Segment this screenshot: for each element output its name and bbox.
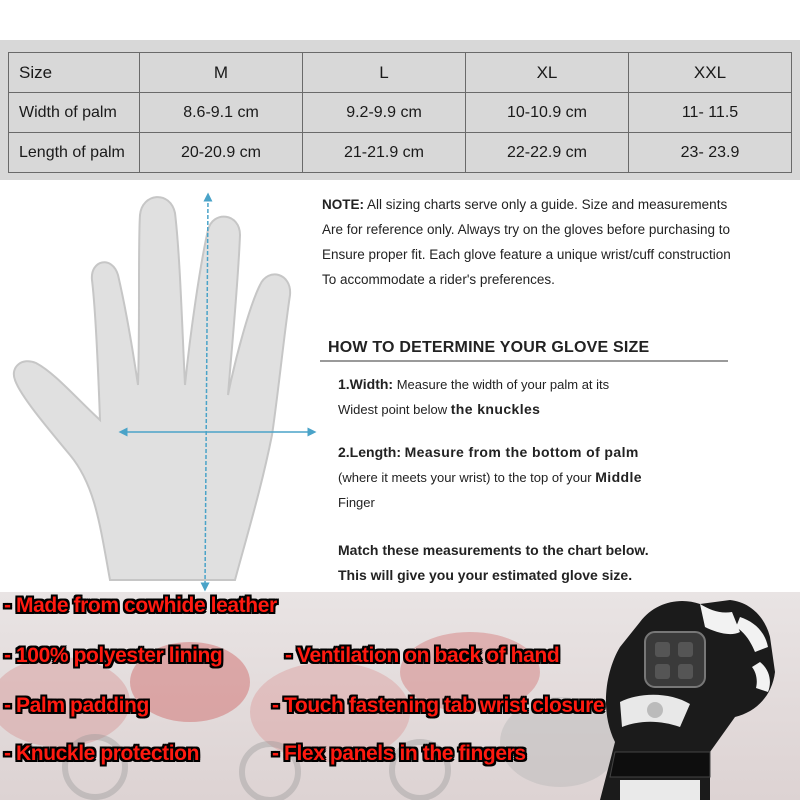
table-row-length (9, 133, 792, 173)
size-table (8, 52, 792, 173)
feature-palm-padding: - Palm padding (4, 694, 149, 717)
cell-length-xxl: 23- 23.9 (629, 133, 792, 173)
feature-cowhide: - Made from cowhide leather (4, 594, 277, 617)
cell-width-m: 8.6-9.1 cm (140, 93, 303, 133)
step1-emphasis: the knuckles (450, 401, 541, 417)
feature-flex-panels: - Flex panels in the fingers (272, 742, 526, 765)
step-length (338, 440, 778, 515)
feature-wrist-closure: - Touch fastening tab wrist closure (272, 694, 605, 717)
note-line-1: All sizing charts serve only a guide. Size and measurements (367, 197, 728, 212)
note-line-2: Are for reference only. Always try on the gloves before purchasing to (322, 222, 730, 237)
note-line-3: Ensure proper fit. Each glove feature a unique wrist/cuff construction (322, 247, 731, 262)
cell-length-m: 20-20.9 cm (140, 133, 303, 173)
step2-lead: 2.Length: (338, 444, 401, 460)
howto-title: HOW TO DETERMINE YOUR GLOVE SIZE (328, 339, 650, 356)
cell-length-l: 21-21.9 cm (303, 133, 466, 173)
sizing-note (322, 192, 792, 292)
feature-lining: - 100% polyester lining (4, 644, 223, 667)
row-label-width: Width of palm (9, 93, 140, 133)
cell-width-l: 9.2-9.9 cm (303, 93, 466, 133)
table-row-width (9, 93, 792, 133)
howto-divider (320, 360, 728, 362)
cell-width-xl: 10-10.9 cm (466, 93, 629, 133)
step1-lead: 1.Width: (338, 376, 394, 392)
size-chart (0, 40, 800, 180)
header-m: M (140, 53, 303, 93)
step-width (338, 372, 778, 422)
step2-text2: Finger (338, 495, 375, 510)
hand-outline-icon (0, 185, 330, 595)
hand-diagram (0, 185, 330, 595)
row-label-length: Length of palm (9, 133, 140, 173)
match-instructions (338, 538, 778, 588)
step1-text1: Measure the width of your palm at its (396, 377, 610, 392)
header-xl: XL (466, 53, 629, 93)
step1-text2: Widest point below (338, 402, 448, 417)
cell-length-xl: 22-22.9 cm (466, 133, 629, 173)
feature-ventilation: - Ventilation on back of hand (285, 644, 560, 667)
header-xxl: XXL (629, 53, 792, 93)
step2-emphasis1: Measure from the bottom of palm (404, 444, 639, 460)
note-line-4: To accommodate a rider's preferences. (322, 272, 555, 287)
step2-emphasis2: Middle (595, 469, 642, 485)
match-line-2: This will give you your estimated glove size. (338, 567, 633, 583)
header-size: Size (9, 53, 140, 93)
note-label: NOTE: (322, 197, 364, 212)
header-l: L (303, 53, 466, 93)
table-header-row (9, 53, 792, 93)
match-line-1: Match these measurements to the chart below. (338, 542, 649, 558)
feature-knuckle: - Knuckle protection (4, 742, 200, 765)
feature-banner (0, 592, 800, 800)
cell-width-xxl: 11- 11.5 (629, 93, 792, 133)
step2-text1: (where it meets your wrist) to the top of your (338, 470, 592, 485)
